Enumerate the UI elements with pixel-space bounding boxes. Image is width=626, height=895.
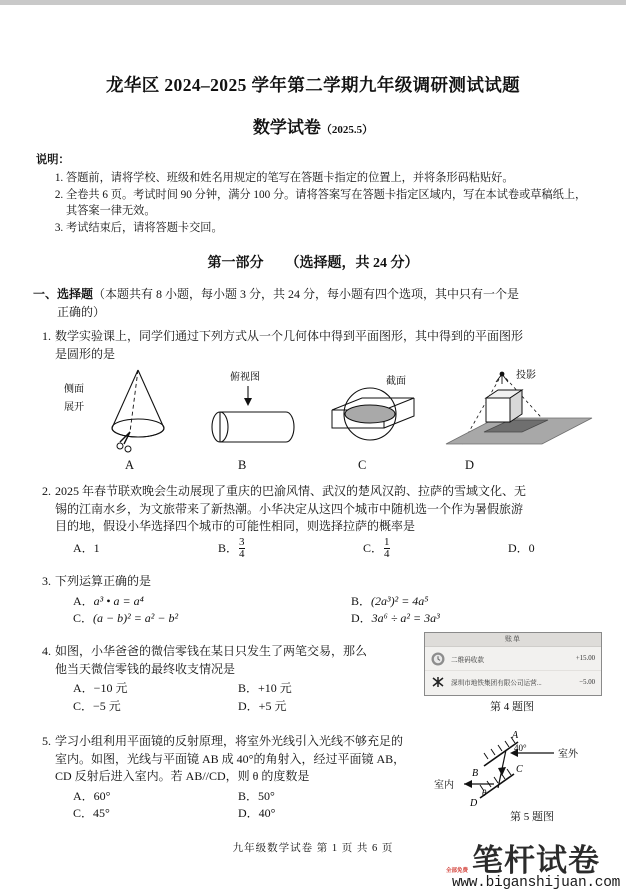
svg-text:截面: 截面 xyxy=(386,376,406,387)
fraction-denominator: 4 xyxy=(239,547,245,560)
bill-item-name: 深圳市地铁集团有限公司运营... xyxy=(451,680,542,687)
question-5-stem-line2: 室内。如图，光线与平面镜 AB 成 40°的角射入，经过平面镜 AB， xyxy=(55,751,406,766)
question-5 xyxy=(33,733,453,823)
option-expression: (2a³)² = 4a⁵ xyxy=(371,593,429,608)
question-5-options-row1 xyxy=(55,788,453,806)
svg-text:C: C xyxy=(516,764,523,775)
svg-text:D: D xyxy=(470,798,478,808)
svg-text:40°: 40° xyxy=(514,743,527,753)
svg-text:B: B xyxy=(472,768,479,779)
mirror-reflection-diagram xyxy=(434,726,602,808)
figure-label-d: D xyxy=(465,458,475,472)
part-header-right: （选择题，共 24 分） xyxy=(285,256,419,271)
question-1-stem-line2: 是圆形的是 xyxy=(55,346,116,361)
metro-icon xyxy=(431,675,445,689)
watermark xyxy=(445,843,620,891)
option-expression: 3a⁶ ÷ a² = 3a³ xyxy=(371,611,440,625)
instructions-label: 说明： xyxy=(36,154,70,166)
question-1-figures xyxy=(40,366,585,476)
question-4-option-a[interactable] xyxy=(73,680,238,698)
svg-text:室外: 室外 xyxy=(558,749,578,760)
question-4-body xyxy=(33,643,433,715)
question-2-stem-line3: 目的地，假设小华选择四个城市的可能性相同，则选择拉萨的概率是 xyxy=(55,519,416,533)
instruction-item: 1. 答题前，请将学校、班级和姓名用规定的笔写在答题卡指定的位置上，并将条形码粘贴好。 xyxy=(66,170,592,186)
instructions-list xyxy=(36,170,592,236)
instruction-item: 2. 全卷共 6 页。考试时间 90 分钟，满分 100 分。请将答案写在答题卡指定区域内，写在本试卷或草稿纸上，其答案一律无效。 xyxy=(66,187,592,219)
question-1 xyxy=(33,328,595,363)
bill-row xyxy=(425,647,601,670)
part-header xyxy=(0,252,626,272)
question-3-options-row2 xyxy=(55,610,595,628)
figure-caption-q5: 第 5 题图 xyxy=(510,811,554,823)
option-tag: B． xyxy=(238,681,259,695)
watermark-badge: 全部免费 xyxy=(445,868,468,874)
option-text: −5 元 xyxy=(93,698,121,713)
question-4-option-b[interactable] xyxy=(238,680,292,698)
section-desc-line1: （本题共有 8 小题，每小题 3 分，共 24 分，每小题有四个选项，其中只有一个是 xyxy=(93,287,520,301)
question-1-stem xyxy=(33,328,595,363)
option-text: 60° xyxy=(93,788,111,803)
bill-row xyxy=(425,670,601,693)
option-text: −10 元 xyxy=(93,681,128,695)
option-text: +5 元 xyxy=(258,698,287,713)
question-2-body xyxy=(33,483,595,561)
option-tag: D． xyxy=(351,611,372,625)
bill-item-name: 二维码收款 xyxy=(451,656,484,664)
indoor-label: 室内 xyxy=(434,780,454,791)
question-4-option-d[interactable] xyxy=(238,698,286,716)
question-1-number: 1. xyxy=(42,329,51,343)
option-text: 50° xyxy=(258,788,275,803)
question-2-options xyxy=(55,535,595,561)
question-2-option-a[interactable] xyxy=(73,538,218,561)
question-3-options-row1 xyxy=(55,593,595,611)
svg-text:θ: θ xyxy=(482,788,487,798)
question-5-number: 5. xyxy=(42,734,51,748)
question-4-option-c[interactable] xyxy=(73,698,238,716)
svg-text:俯视图: 俯视图 xyxy=(230,372,260,383)
question-3-body xyxy=(33,573,595,628)
question-5-options-row2 xyxy=(55,805,453,823)
question-5-body xyxy=(33,733,453,823)
cone-unfold-scissors-icon xyxy=(60,366,210,458)
option-tag: A． xyxy=(73,541,94,556)
option-tag: A． xyxy=(73,788,94,803)
fraction-numerator: 3 xyxy=(239,535,245,548)
fraction-numerator: 1 xyxy=(384,535,390,548)
question-5-option-c[interactable] xyxy=(73,805,238,823)
question-3-option-d[interactable] xyxy=(351,610,440,628)
cube-projection-icon xyxy=(440,366,600,458)
figure-label-a: A xyxy=(125,458,135,472)
subject-title xyxy=(0,113,626,138)
question-2-stem-line1: 2025 年春节联欢晚会生动展现了重庆的巴渝风情、武汉的楚风汉韵、拉萨的雪域文化、无 xyxy=(55,484,527,498)
question-3-option-a[interactable] xyxy=(73,593,351,611)
instructions-block xyxy=(36,152,592,237)
question-5-option-b[interactable] xyxy=(238,788,275,806)
question-2-option-c[interactable] xyxy=(363,535,508,561)
bill-item-amount: +15.00 xyxy=(575,655,595,662)
option-expression: (a − b)² = a² − b² xyxy=(93,611,179,625)
page-footer: 九年级数学试卷 第 1 页 共 6 页 xyxy=(232,843,394,854)
question-3-number: 3. xyxy=(42,574,51,588)
question-4-number: 4. xyxy=(42,644,51,658)
option-tag: A． xyxy=(73,593,94,608)
figure-label-c: C xyxy=(358,458,367,472)
svg-text:投影: 投影 xyxy=(516,370,536,381)
option-tag: A． xyxy=(73,681,94,695)
section-label: 一、选择题 xyxy=(33,287,94,301)
subject-name: 数学试卷 xyxy=(252,118,321,137)
question-3-option-c[interactable] xyxy=(73,610,351,628)
question-5-option-a[interactable] xyxy=(73,788,238,806)
question-3-option-b[interactable] xyxy=(351,593,428,611)
figure-caption-q4: 第 4 题图 xyxy=(490,701,534,713)
instruction-item: 3. 考试结束后，请将答题卡交回。 xyxy=(66,220,592,236)
option-tag: D． xyxy=(238,806,259,820)
option-text: 40° xyxy=(258,806,276,820)
svg-text:展开: 展开 xyxy=(64,402,84,413)
option-tag: B． xyxy=(351,593,372,608)
question-2-stem-line2: 锡的江南水乡，为文旅带来了新热潮。小华决定从这四个城市中随机选一个作为暑假旅游 xyxy=(55,501,524,516)
question-2-option-d[interactable] xyxy=(508,538,535,561)
question-3 xyxy=(33,573,595,628)
bill-item-amount: −5.00 xyxy=(579,678,595,686)
question-4-stem-line2: 他当天微信零钱的最终收支情况是 xyxy=(55,661,236,676)
fraction-denominator: 4 xyxy=(384,547,390,560)
option-tag: B． xyxy=(238,788,259,803)
option-tag: D． xyxy=(238,698,259,713)
option-tag: C． xyxy=(73,806,94,820)
option-tag: B． xyxy=(218,541,239,556)
watermark-brand: 笔杆试卷 xyxy=(471,843,600,878)
option-text: 45° xyxy=(93,806,110,820)
mirror-diagram-svg xyxy=(462,726,602,808)
option-tag: C． xyxy=(73,611,94,625)
bill-header: 账单 xyxy=(425,633,601,647)
question-5-stem-line1: 学习小组利用平面镜的反射原理，将室外光线引入光线不够充足的 xyxy=(55,734,404,748)
section-desc-line2: 正确的） xyxy=(57,304,106,319)
question-4-stem-line1: 如图，小华爸爸的微信零钱在某日只发生了两笔交易，那么 xyxy=(55,644,368,658)
option-text: 1 xyxy=(93,541,100,556)
option-tag: C． xyxy=(363,541,384,556)
question-2 xyxy=(33,483,595,561)
page-title: 龙华区 2024–2025 学年第二学期九年级调研测试试题 xyxy=(105,75,521,95)
qrcode-receive-icon xyxy=(431,652,445,666)
option-expression: a³ • a = a⁴ xyxy=(93,593,144,608)
option-tag: D． xyxy=(508,541,529,556)
svg-text:A: A xyxy=(512,730,519,741)
option-text: 0 xyxy=(528,541,535,556)
part-header-left: 第一部分 xyxy=(207,256,264,271)
question-4-options-row2 xyxy=(55,698,433,716)
question-5-option-d[interactable] xyxy=(238,805,275,823)
figure-label-b: B xyxy=(238,458,247,472)
question-2-option-b[interactable] xyxy=(218,535,363,561)
option-tag: C． xyxy=(73,698,94,713)
question-1-stem-line1: 数学实验课上，同学们通过下列方式从一个几何体中得到平面图形，其中得到的平面图形 xyxy=(55,329,524,343)
option-fraction xyxy=(239,537,245,560)
question-2-number: 2. xyxy=(42,484,51,498)
question-4-options-row1 xyxy=(55,680,433,698)
exam-date: （2025.5） xyxy=(320,124,374,136)
section-heading xyxy=(33,286,593,321)
option-fraction xyxy=(384,537,390,560)
question-3-stem-line1: 下列运算正确的是 xyxy=(55,574,152,588)
question-5-stem-line3: CD 反射后进入室内。若 AB//CD，则 θ 的度数是 xyxy=(55,769,310,783)
question-4 xyxy=(33,643,433,715)
option-text: +10 元 xyxy=(258,681,292,695)
svg-text:侧面: 侧面 xyxy=(64,384,84,395)
watermark-url: www.biganshijuan.com xyxy=(451,875,620,891)
wechat-bill-figure xyxy=(424,632,602,696)
